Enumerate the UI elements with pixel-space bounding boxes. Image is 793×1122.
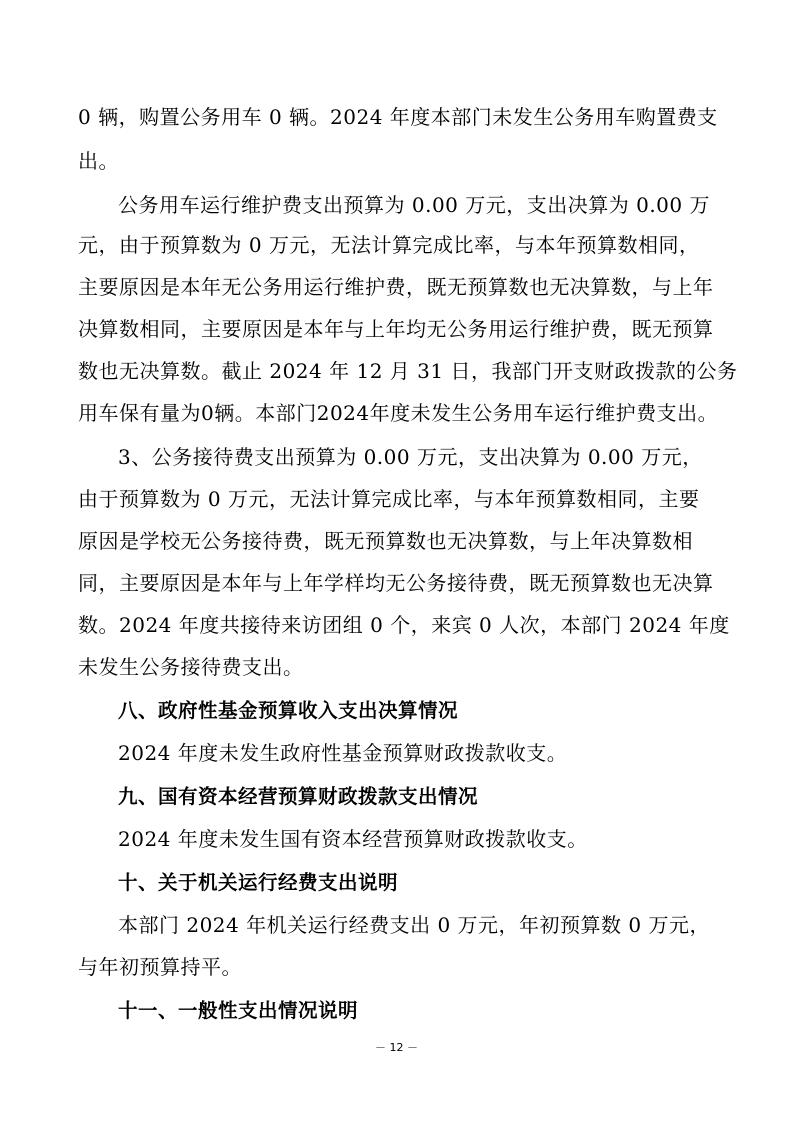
body-text-line: 用车保有量为0辆。本部门2024年度未发生公务用车运行维护费支出。 <box>78 401 719 425</box>
body-text-line: 主要原因是本年无公务用运行维护费，既无预算数也无决算数，与上年 <box>78 275 714 299</box>
body-text-line: 原因是学校无公务接待费，既无预算数也无决算数，与上年决算数相 <box>78 529 693 553</box>
body-text-line: 出。 <box>78 149 119 173</box>
page-number: － 12 － <box>375 1041 418 1054</box>
body-text-line: 同，主要原因是本年与上年学样均无公务接待费，既无预算数也无决算 <box>78 571 714 595</box>
body-text-line: 3、公务接待费支出预算为 0.00 万元，支出决算为 0.00 万元， <box>118 445 703 469</box>
section-heading-10: 十、关于机关运行经费支出说明 <box>118 871 399 894</box>
body-text-line: 2024 年度未发生国有资本经营预算财政拨款收支。 <box>118 827 588 851</box>
body-text-line: 决算数相同，主要原因是本年与上年均无公务用运行维护费，既无预算 <box>78 317 714 341</box>
body-text-line: 未发生公务接待费支出。 <box>78 655 304 679</box>
body-text-line: 与年初预算持平。 <box>78 955 242 979</box>
body-text-line: 数也无决算数。截止 2024 年 12 月 31 日，我部门开支财政拨款的公务 <box>78 359 738 383</box>
body-text-line: 0 辆，购置公务用车 0 辆。2024 年度本部门未发生公务用车购置费支 <box>78 105 718 129</box>
body-text-line: 2024 年度未发生政府性基金预算财政拨款收支。 <box>118 741 568 765</box>
section-heading-9: 九、国有资本经营预算财政拨款支出情况 <box>118 785 479 808</box>
section-heading-8: 八、政府性基金预算收入支出决算情况 <box>118 699 459 722</box>
body-text-line: 元，由于预算数为 0 万元，无法计算完成比率，与本年预算数相同， <box>78 233 700 257</box>
body-text-line: 数。2024 年度共接待来访团组 0 个，来宾 0 人次，本部门 2024 年度 <box>78 613 730 637</box>
body-text-line: 本部门 2024 年机关运行经费支出 0 万元，年初预算数 0 万元， <box>118 913 710 937</box>
body-text-line: 由于预算数为 0 万元，无法计算完成比率，与本年预算数相同，主要 <box>78 487 700 511</box>
section-heading-11: 十一、一般性支出情况说明 <box>118 999 359 1022</box>
body-text-line: 公务用车运行维护费支出预算为 0.00 万元，支出决算为 0.00 万 <box>118 193 710 217</box>
